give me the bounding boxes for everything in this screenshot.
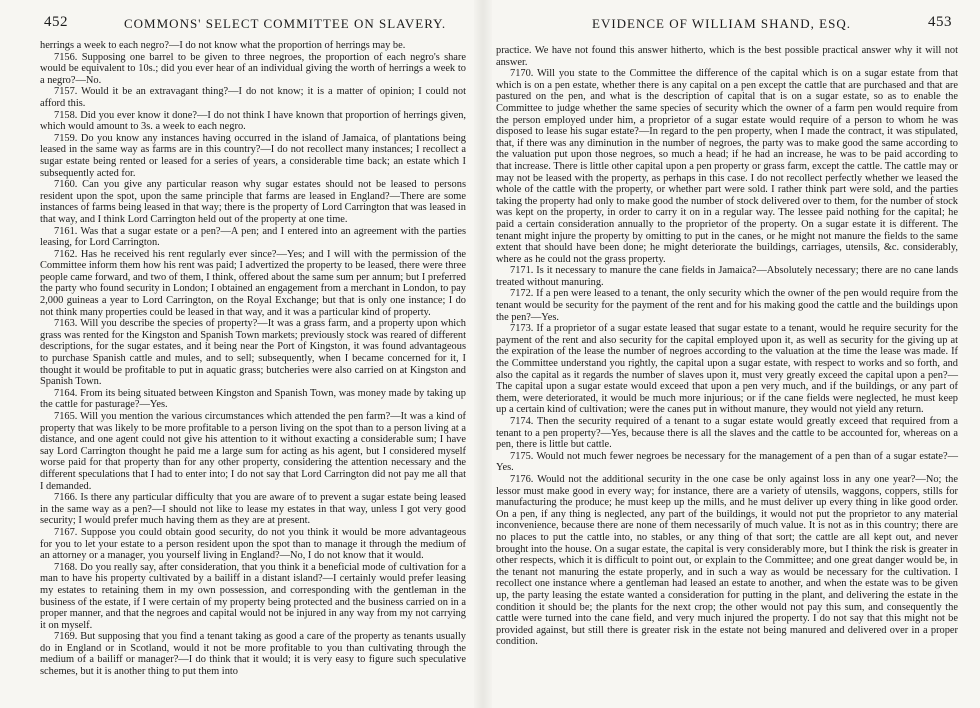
paragraph: 7173. If a proprietor of a sugar estate leased that sugar estate to a tenant, would he require security for the payment of the rent and also security for the capital employed upon it, as well as security for the giving up at the expiration of the lease the number of negroes according to the valuation at the time the lease was made. If the Committee understand you rightly, the capital upon a sugar estate, with respect to works and so forth, and also the capital as it regards the number of slaves upon it, must very greatly exceed the capital upon a pen?—The capital upon a sugar estate would exceed that upon a pen very much, and if the buildings, or any part of them, were deteriorated, it would be much more injurious; or if the cane fields were neglected, he must keep up a certain kind of cultivation; were the canes put in without manure, they would not yield any return. <box>496 323 958 416</box>
paragraph: 7164. From its being situated between Kingston and Spanish Town, was money made by taking up the cattle for pasturage?—Yes. <box>40 387 466 411</box>
paragraph: herrings a week to each negro?—I do not know what the proportion of herrings may be. <box>40 40 406 51</box>
paragraph: 7176. Would not the additional security in the one case be only against loss in any one year?—No; the lessor must make good in every way; for instance, there are a variety of utensils, waggons, coppers, stills for manufacturing the produce; he must keep up the mills, and he must deliver up every thing in like good order. On a pen, if any thing is neglected, any part of the buildings, it would not put the proprietor to any material inconvenience, because there are none of them necessarily of much value. It is not as in this country; there are no places to put the cattle into, no stables, or any thing of that sort; the cattle are all kept out, and never brought into the house. On a sugar estate, the capital is very considerably more, but I think the risk is greater in other respects, which it is difficult to point out, or explain to the Committee; and one great danger would be, in the tenant not manuring the estate properly, and in such a way as would be necessary for the cultivation. I recollect one instance where a gentleman had leased an estate to another, and when the estate was to be given up, the party leasing the estate wanted a consideration for putting in the plant, and delivering the estate in the condition it should be; the plants for the next crop; the other would not pay this sum, and consequently the cattle were turned into the cane field, and very much injured the property. I do not say that this might not be provided against, but still there is greater risk in the estate not being manured and delivered over in a proper condition. <box>496 473 958 648</box>
left-running-title: COMMONS' SELECT COMMITTEE ON SLAVERY. <box>124 16 447 31</box>
paragraph: 7165. Will you mention the various circumstances which attended the pen farm?—It was a kind of property that was likely to be more profitable to a person living on the spot than to a person living at a distance, and one agent could not give his attention to it without exacting a considerable sum; I have say Lord Carrington thought he paid me a large sum for acting as his agent, but I considered myself worse paid for that property than for any other property, considering the attention necessary and the different speculations that I had to enter into; I do not say that Lord Carrington did not pay me all that I demanded. <box>40 411 466 492</box>
paragraph: 7167. Suppose you could obtain good security, do not you think it would be more advantageous for you to let your estate to a person resident upon the spot than to manage it through the medium of an attorney or a manager, you yourself living in England?—No, I do not know that it would. <box>40 526 466 562</box>
paragraph: 7161. Was that a sugar estate or a pen?—A pen; and I entered into an agreement with the parties leasing, for Lord Carrington. <box>40 225 466 249</box>
paragraph: 7158. Did you ever know it done?—I do not think I have known that proportion of herrings given, which would amount to 3s. a week to each negro. <box>40 109 466 133</box>
right-page-number: 453 <box>928 14 952 30</box>
paragraph: 7168. Do you really say, after consideration, that you think it a beneficial mode of cultivation for a man to have his property cultivated by a bailiff in a distant island?—I certainly would prefer leasing my estates to retaining them in my own possession, and corresponding with the gentleman in the business of the estate, if I were certain of my property being protected and the business carried on in a proper manner, and that the negroes and capital would not be injured in any way from my not carrying it on myself. <box>40 561 466 631</box>
paragraph: 7156. Supposing one barrel to be given to three negroes, the proportion of each negro's share would be equivalent to 10s.; did you ever hear of an individual giving the worth of herrings a week to a negro?—No. <box>40 51 466 86</box>
left-page-number: 452 <box>44 14 68 30</box>
paragraph: 7163. Will you describe the species of property?—It was a grass farm, and a property upon which grass was rented for the Kingston and Spanish Town markets; previously stock was reared of different descriptions, for the sugar estates, and it being near the Port of Kingston, it was found advantageous to purchase Spanish cattle and mules, and to sell; subsequently, when I became concerned for it, I thought it would be profitable to put in aquatic grass; butcheries were also carried on at Kingston and Spanish Town. <box>40 318 466 388</box>
paragraph: 7169. But supposing that you find a tenant taking as good a care of the property as tenants usually do in England or in Scotland, would it not be more profitable to you than cultivating through the medium of a bailiff or manager?—I do think that it would; it is very easy to figure such speculative schemes, but it is another thing to put them into <box>40 631 466 678</box>
right-page <box>492 0 962 708</box>
right-running-title: EVIDENCE OF WILLIAM SHAND, ESQ. <box>592 16 851 31</box>
paragraph: 7157. Would it be an extravagant thing?—I do not know; it is a matter of opinion; I could not afford this. <box>40 86 466 109</box>
left-page-body <box>6 30 476 678</box>
right-page-body <box>492 30 962 648</box>
paragraph: 7160. Can you give any particular reason why sugar estates should not be leased to persons resident upon the spot, upon the same principle that farms are leased in England?—There are some instances of farms being leased in that way; there is the property of Lord Carrington that was leased in that way, and I think Lord Carrington held out of the property at one time. <box>40 179 466 225</box>
paragraph: 7170. Will you state to the Committee the difference of the capital which is on a sugar estate from that which is on a pen estate, whether there is any capital on a pen except the cattle that are purchased and that are pastured on the pen, and what is the description of capital that is on a sugar estate, so as to enable the Committee to judge whether the same species of security which the owner of a farm pen would require from the person employed under him, a proprietor of a sugar estate would require of a person to whom he was disposed to lease his sugar estate?—In regard to the pen property, when I made the contract, it was stipulated, that, if there was any diminution in the number of negroes, the party was to make good the same according to the valuation put upon those negroes, so much a head; if he had an increase, he was to be paid according to that increase. There is little other capital upon a pen property or grass farm, except the cattle. The cattle may or may not be leased with the property, as perhaps in this case. I do not recollect perfectly whether we leased the whole of the cattle with the property, or whether part were sold. I rather think part were sold, and the parties taking the property had only to make good the number of stock delivered over to them, for the number of stock was kept on the property, in order to carry it on in a regular way. The lessee paid nothing for the capital; he paid a certain consideration annually to the proprietor of the property. On a sugar estate it is different. The tenant might injure the property by omitting to put in the canes, or he might not manure the fields to the same extent that should have been done; he might deteriorate the buildings, carriages, utensils, &c. considerably, where as he could not the grass property. <box>496 68 958 265</box>
left-page-header <box>6 0 476 30</box>
right-page-header <box>492 0 962 30</box>
paragraph: 7162. Has he received his rent regularly ever since?—Yes; and I will with the permission of the Committee inform them how his rent was paid; I advertized the property to be leased, there were three people came forward, and two of them, I think, offered about the same sum per annum; but I preferred the party who found security in London; I obtained an engagement from a merchant in London, to pay 2,000 guineas a year to Lord Carrington, on the Royal Exchange; but that is only one instance; I do not think many properties could be leased in that way, and it was a particular kind of property. <box>40 248 466 318</box>
left-page <box>6 0 476 708</box>
paragraph: 7171. Is it necessary to manure the cane fields in Jamaica?—Absolutely necessary; there are no cane lands treated without manuring. <box>496 265 958 288</box>
paragraph: 7166. Is there any particular difficulty that you are aware of to prevent a sugar estate being leased in the same way as a pen?—I should not like to lease my estates in that way, unless I got very good security; I would prefer much having them as they are at present. <box>40 492 466 527</box>
paragraph: 7172. If a pen were leased to a tenant, the only security which the owner of the pen would require from the tenant would be security for the payment of the rent and for his making good the cattle and the buildings upon the pen?—Yes. <box>496 288 958 323</box>
paragraph: practice. We have not found this answer hitherto, which is the best possible practical answer why it will not answer. <box>496 45 958 68</box>
paragraph: 7174. Then the security required of a tenant to a sugar estate would greatly exceed that required from a tenant to a pen property?—Yes, because there is all the slaves and the cattle to be accounted for, whereas on a pen, there is little but cattle. <box>496 416 958 451</box>
paragraph: 7175. Would not much fewer negroes be necessary for the management of a pen than of a sugar estate?—Yes. <box>496 450 958 474</box>
book-gutter <box>474 0 492 708</box>
paragraph: 7159. Do you know any instances having occurred in the island of Jamaica, of plantations being leased in the same way as farms are in this country?—I do not recollect many instances; I recollect a sugar estate being rented or leased for a series of years, a considerable time back; an estate which I subsequently acted for. <box>40 132 466 179</box>
